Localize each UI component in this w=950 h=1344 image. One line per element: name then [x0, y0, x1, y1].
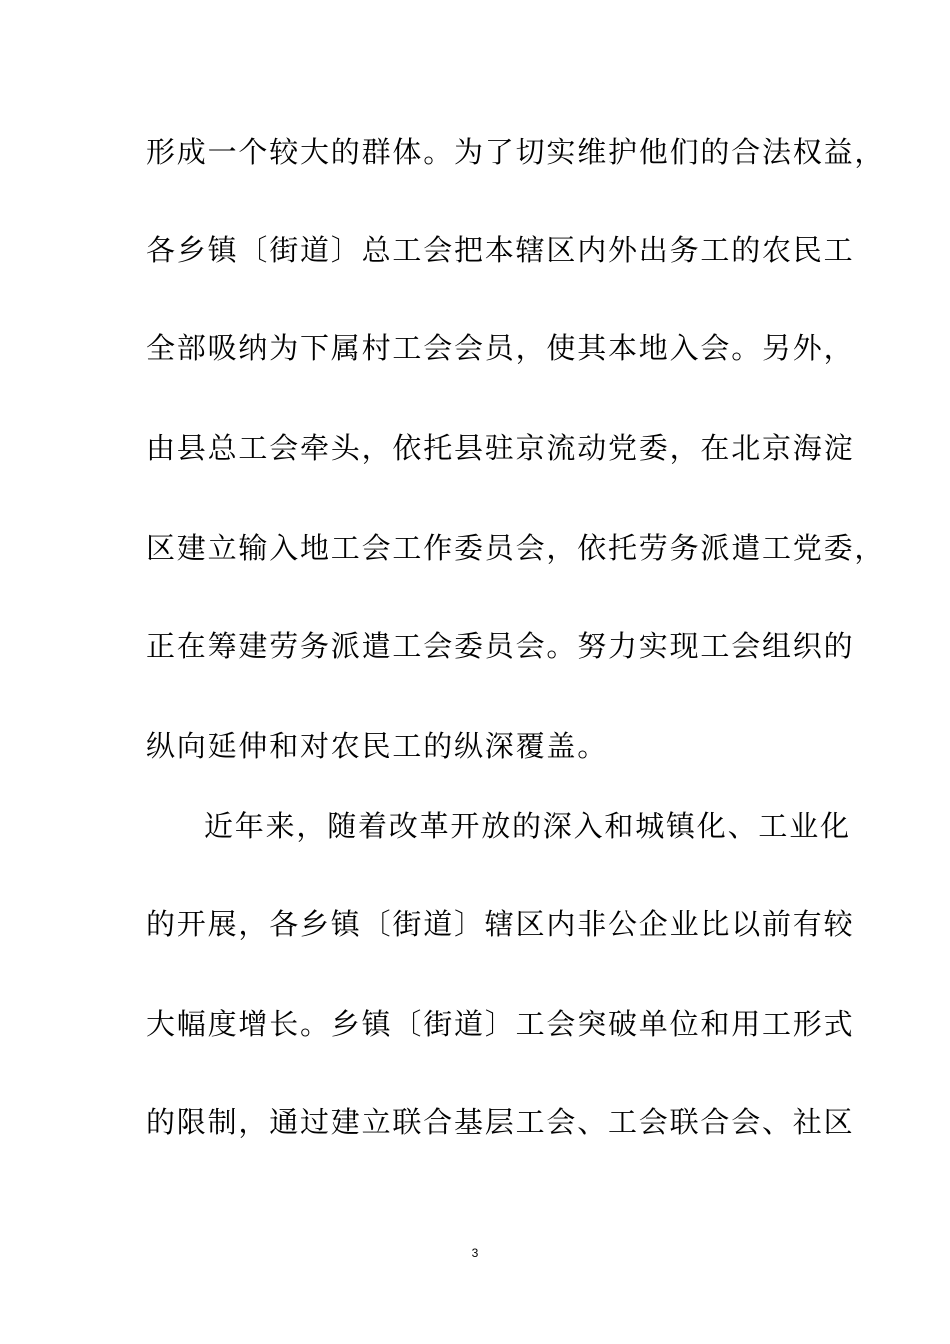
- paragraph-first-line: 近年来，随着改革开放的深入和城镇化、工业化: [204, 809, 851, 843]
- body-text-line: 由县总工会牵头，依托县驻京流动党委，在北京海淀: [146, 431, 855, 465]
- body-text-line: 各乡镇〔街道〕总工会把本辖区内外出务工的农民工: [146, 233, 855, 267]
- body-text-line: 的限制，通过建立联合基层工会、工会联合会、社区: [146, 1105, 855, 1139]
- page-number: 3: [471, 1246, 479, 1260]
- body-text-line: 形成一个较大的群体。为了切实维护他们的合法权益，: [146, 135, 886, 169]
- body-text-line: 正在筹建劳务派遣工会委员会。努力实现工会组织的: [146, 629, 855, 663]
- body-text-line: 大幅度增长。乡镇〔街道〕工会突破单位和用工形式: [146, 1007, 855, 1041]
- body-text-line: 全部吸纳为下属村工会会员，使其本地入会。另外，: [146, 331, 855, 365]
- body-text-line: 区建立输入地工会工作委员会，依托劳务派遣工党委，: [146, 531, 886, 565]
- body-text-line: 纵向延伸和对农民工的纵深覆盖。: [146, 729, 609, 763]
- body-text-line: 的开展，各乡镇〔街道〕辖区内非公企业比以前有较: [146, 907, 855, 941]
